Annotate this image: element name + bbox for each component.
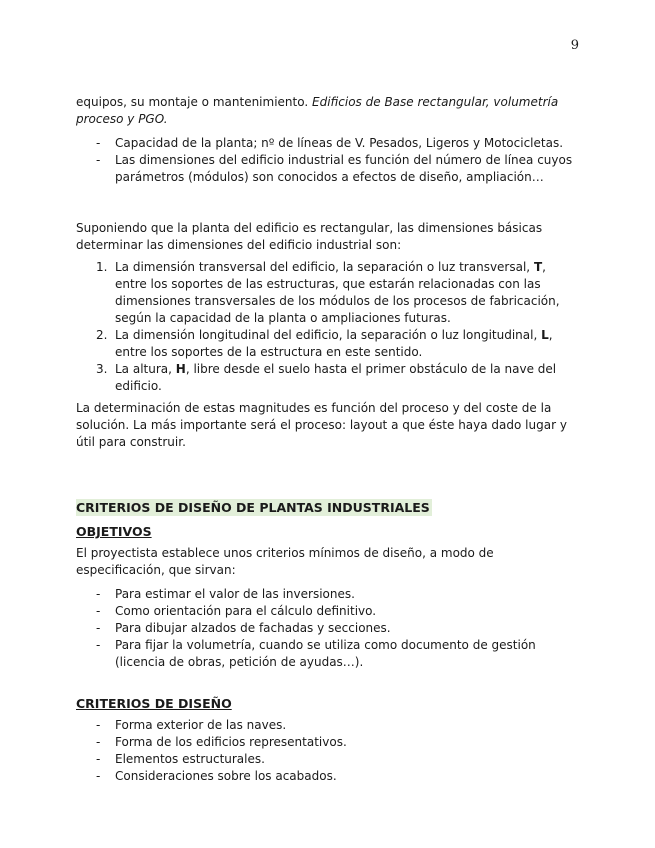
list-number: 1. [96,260,108,274]
list-item: 2. La dimensión longitudinal del edificio, la separación o luz longitudinal, L, entre los soportes de la estructura en este sentido. [96,328,553,359]
page-number: 9 [570,38,579,53]
list-item: - Forma exterior de las naves. [76,717,576,734]
list-item: - Para dibujar alzados de fachadas y secciones. [76,620,576,637]
list-number: 3. [96,362,108,376]
dimensions-list [76,259,576,395]
bold-term: T [533,260,543,274]
list-item: - Como orientación para el cálculo definitivo. [76,603,576,620]
section-title: CRITERIOS DE DISEÑO DE PLANTAS INDUSTRIALES [76,500,430,515]
list-item: 1. La dimensión transversal del edificio, la separación o luz transversal, T, entre los soportes de las estructuras, que estarán relacionadas con las dimensiones transversales de los módulos de los procesos de fabricación, según la capacidad de la planta o ampliaciones futuras. [96,260,560,325]
list-item: - Forma de los edificios representativos. [76,734,576,751]
document-body [76,94,576,785]
conclusion-paragraph: La determinación de estas magnitudes es función del proceso y del coste de la solución. La más importante será el proceso: layout a que éste haya dado lugar y útil para construir. [76,401,567,449]
list-item: 3. La altura, H, libre desde el suelo hasta el primer obstáculo de la nave del edificio. [96,362,557,393]
list-item: - Capacidad de la planta; nº de líneas de V. Pesados, Ligeros y Motocicletas. [76,135,576,152]
criterios-list [76,717,576,785]
capacity-list [76,135,576,186]
dimensions-paragraph: Suponiendo que la planta del edificio es rectangular, las dimensiones básicas determinar las dimensiones del edificio industrial son: [76,221,543,252]
objetivos-list [76,586,576,671]
objetivos-paragraph: El proyectista establece unos criterios mínimos de diseño, a modo de especificación, que sirvan: [76,546,494,577]
objetivos-heading: OBJETIVOS [76,524,152,539]
criterios-heading: CRITERIOS DE DISEÑO [76,696,232,711]
list-item: - Para fijar la volumetría, cuando se utiliza como documento de gestión (licencia de obras, petición de ayudas…). [76,637,576,671]
intro-text: equipos, su montaje o mantenimiento. [76,95,312,109]
intro-italic-text: Edificios de Base rectangular, volumetría proceso y PGO. [76,95,559,126]
intro-paragraph [76,94,576,128]
bold-term: H [175,362,186,376]
list-item: - Las dimensiones del edificio industrial es función del número de línea cuyos parámetros (módulos) son conocidos a efectos de diseño, ampliación… [76,152,576,186]
list-item: - Para estimar el valor de las inversiones. [76,586,576,603]
list-item: - Consideraciones sobre los acabados. [76,768,576,785]
list-number: 2. [96,328,108,342]
bold-term: L [541,328,549,342]
list-item: - Elementos estructurales. [76,751,576,768]
